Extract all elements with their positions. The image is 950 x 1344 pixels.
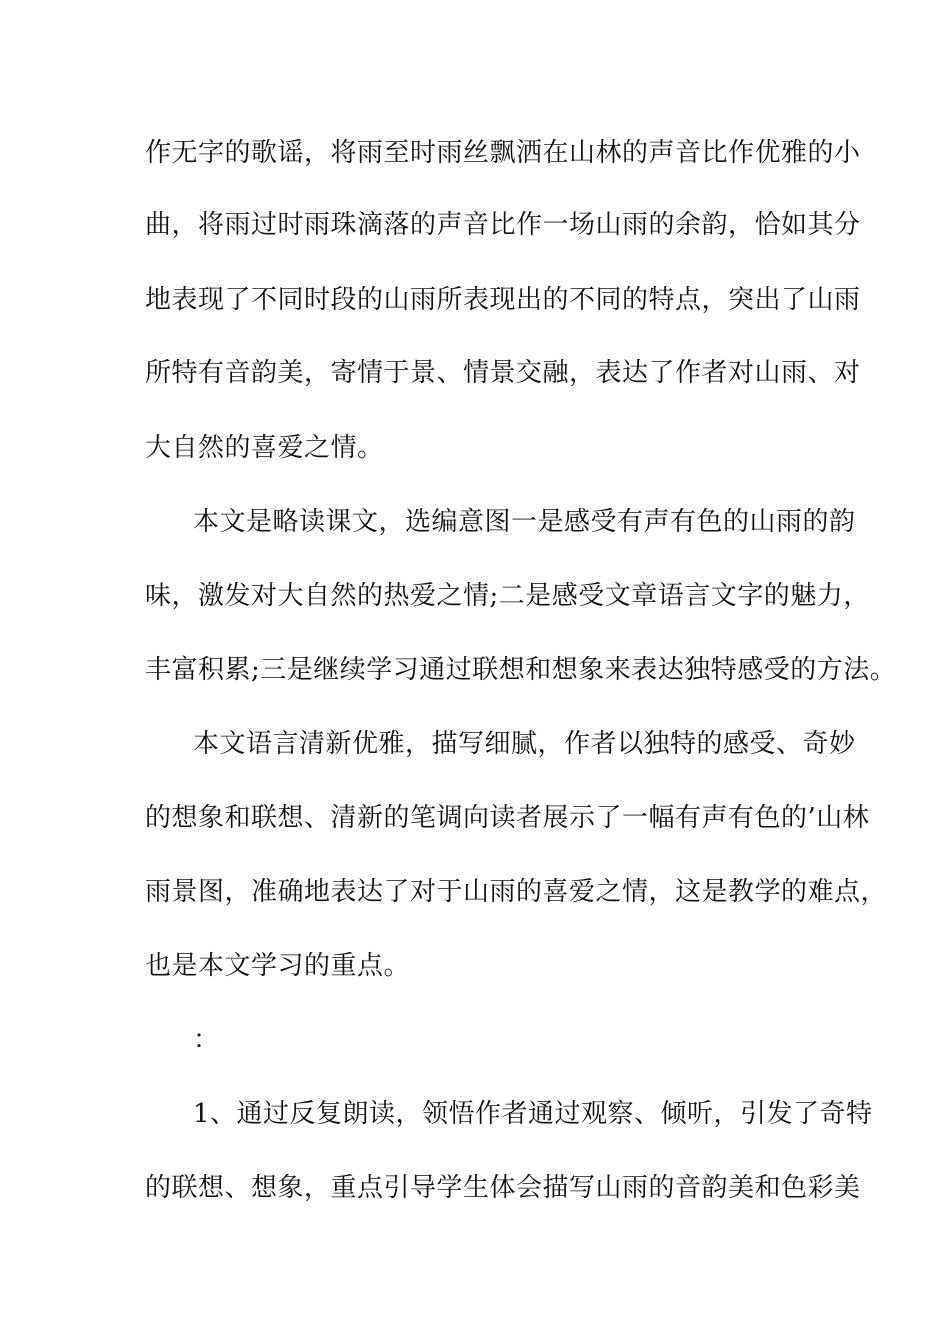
text-line: 也是本文学习的重点。 (145, 951, 411, 981)
text-line: 味，激发对大自然的热爱之情;二是感受文章语言文字的魅力， (145, 581, 870, 611)
paragraph-start-line: 本文语言清新优雅，描写细腻，作者以独特的感受、奇妙 (193, 729, 856, 759)
text-line: 曲，将雨过时雨珠滴落的声音比作一场山雨的余韵，恰如其分 (145, 210, 861, 240)
text-line: 的联想、想象，重点引导学生体会描写山雨的音韵美和色彩美 (145, 1173, 861, 1203)
list-item-line: 1、通过反复朗读，领悟作者通过观察、倾听，引发了奇特 (193, 1099, 873, 1129)
text-line: 地表现了不同时段的山雨所表现出的不同的特点，突出了山雨 (145, 285, 861, 315)
paragraph-start-line: 本文是略读课文，选编意图一是感受有声有色的山雨的韵 (193, 507, 856, 537)
text-line: 雨景图，准确地表达了对于山雨的喜爱之情，这是教学的难点， (145, 877, 888, 907)
text-line: 丰富积累;三是继续学习通过联想和想象来表达独特感受的方法。 (145, 655, 897, 685)
text-line: 的想象和联想、清新的笔调向读者展示了一幅有声有色的’山林 (145, 803, 870, 833)
text-line: 所特有音韵美，寄情于景、情景交融，表达了作者对山雨、对 (145, 358, 861, 388)
text-line: 作无字的歌谣，将雨至时雨丝飘洒在山林的声音比作优雅的小 (145, 138, 861, 168)
heading-colon: ： (193, 1025, 220, 1055)
text-line: 大自然的喜爱之情。 (145, 433, 384, 463)
